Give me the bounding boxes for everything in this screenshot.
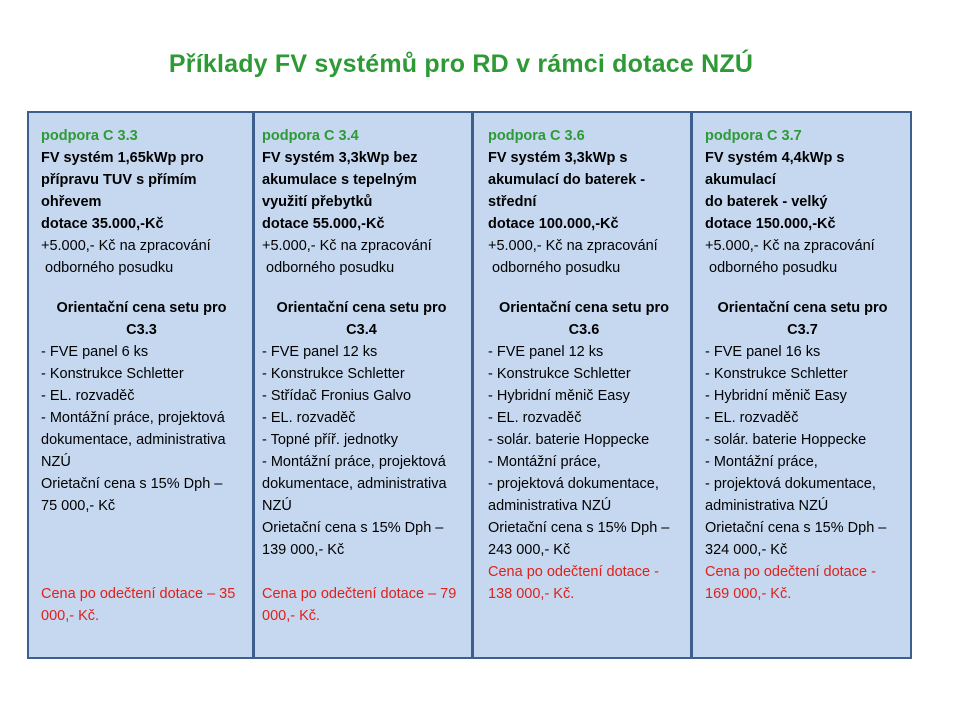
item-list: [262, 341, 461, 517]
list-item: - projektová dokumentace, administrativa NZÚ: [488, 476, 659, 514]
list-item: - FVE panel 6 ks: [41, 344, 149, 360]
list-item: - solár. baterie Hoppecke: [488, 432, 650, 448]
support-label: podpora C 3.3: [41, 128, 138, 144]
list-item: - FVE panel 12 ks: [262, 344, 378, 360]
final-price: Cena po odečtení dotace – 35 000,- Kč.: [41, 586, 236, 624]
list-item: - Montážní práce,: [705, 454, 818, 470]
system-description-cont: do baterek - velký: [705, 194, 828, 210]
item-list: [488, 341, 680, 517]
item-list: [41, 341, 242, 473]
support-label: podpora C 3.7: [705, 128, 802, 144]
extra-grant: +5.000,- Kč na zpracování: [488, 238, 658, 254]
estimated-price: Orietační cena s 15% Dph – 75 000,- Kč: [41, 476, 223, 514]
panel-c34: [253, 111, 473, 659]
price-heading: Orientační cena setu pro C3.3: [56, 300, 227, 338]
grant-amount: dotace 55.000,-Kč: [262, 216, 385, 232]
panel-c36: [472, 111, 692, 659]
list-item: - EL. rozvaděč: [488, 410, 582, 426]
price-heading: Orientační cena setu pro C3.7: [717, 300, 888, 338]
system-description: FV systém 3,3kWp s akumulací do baterek - střední: [488, 150, 646, 210]
grant-amount: dotace 35.000,-Kč: [41, 216, 164, 232]
list-item: - FVE panel 12 ks: [488, 344, 604, 360]
list-item: - Konstrukce Schletter: [262, 366, 405, 382]
list-item: - FVE panel 16 ks: [705, 344, 821, 360]
grant-amount: dotace 100.000,-Kč: [488, 216, 619, 232]
list-item: - Montážní práce, projektová dokumentace, administrativa NZÚ: [41, 410, 226, 470]
estimated-price: Orietační cena s 15% Dph – 243 000,- Kč: [488, 520, 670, 558]
list-item: - Střídač Fronius Galvo: [262, 388, 412, 404]
panel-c37: [691, 111, 912, 659]
final-price: Cena po odečtení dotace - 169 000,- Kč.: [705, 564, 876, 602]
spacer: [262, 561, 461, 583]
item-list: [705, 341, 900, 517]
list-item: - Topné příř. jednotky: [262, 432, 398, 448]
system-description: FV systém 3,3kWp bez akumulace s tepelným využití přebytků: [262, 150, 418, 210]
list-item: - Hybridní měnič Easy: [705, 388, 847, 404]
price-heading: Orientační cena setu pro C3.6: [498, 300, 670, 338]
list-item: - Montážní práce,: [488, 454, 601, 470]
list-item: - EL. rozvaděč: [41, 388, 135, 404]
list-item: - Konstrukce Schletter: [488, 366, 631, 382]
list-item: - projektová dokumentace, administrativa NZÚ: [705, 476, 876, 514]
extra-grant-note: odborného posudku: [488, 260, 621, 276]
list-item: - Konstrukce Schletter: [705, 366, 848, 382]
support-label: podpora C 3.4: [262, 128, 359, 144]
extra-grant-note: odborného posudku: [262, 260, 395, 276]
final-price: Cena po odečtení dotace - 138 000,- Kč.: [488, 564, 659, 602]
list-item: - Konstrukce Schletter: [41, 366, 184, 382]
extra-grant-note: odborného posudku: [705, 260, 838, 276]
system-description: FV systém 4,4kWp s akumulací: [705, 150, 845, 188]
list-item: - solár. baterie Hoppecke: [705, 432, 867, 448]
slide-title: Příklady FV systémů pro RD v rámci dotace NZÚ: [168, 50, 754, 78]
extra-grant-note: odborného posudku: [41, 260, 174, 276]
list-item: - Hybridní měnič Easy: [488, 388, 630, 404]
estimated-price: Orietační cena s 15% Dph – 324 000,- Kč: [705, 520, 887, 558]
price-heading: Orientační cena setu pro C3.4: [276, 300, 447, 338]
system-description: FV systém 1,65kWp pro přípravu TUV s přímím ohřevem: [41, 150, 204, 210]
final-price: Cena po odečtení dotace – 79 000,- Kč.: [262, 586, 457, 624]
extra-grant: +5.000,- Kč na zpracování: [41, 238, 211, 254]
spacer: [41, 517, 242, 583]
panel-c33: [27, 111, 254, 659]
grant-amount: dotace 150.000,-Kč: [705, 216, 836, 232]
estimated-price: Orietační cena s 15% Dph – 139 000,- Kč: [262, 520, 444, 558]
list-item: - EL. rozvaděč: [262, 410, 356, 426]
support-label: podpora C 3.6: [488, 128, 585, 144]
list-item: - Montážní práce, projektová dokumentace, administrativa NZÚ: [262, 454, 447, 514]
extra-grant: +5.000,- Kč na zpracování: [262, 238, 432, 254]
extra-grant: +5.000,- Kč na zpracování: [705, 238, 875, 254]
list-item: - EL. rozvaděč: [705, 410, 799, 426]
